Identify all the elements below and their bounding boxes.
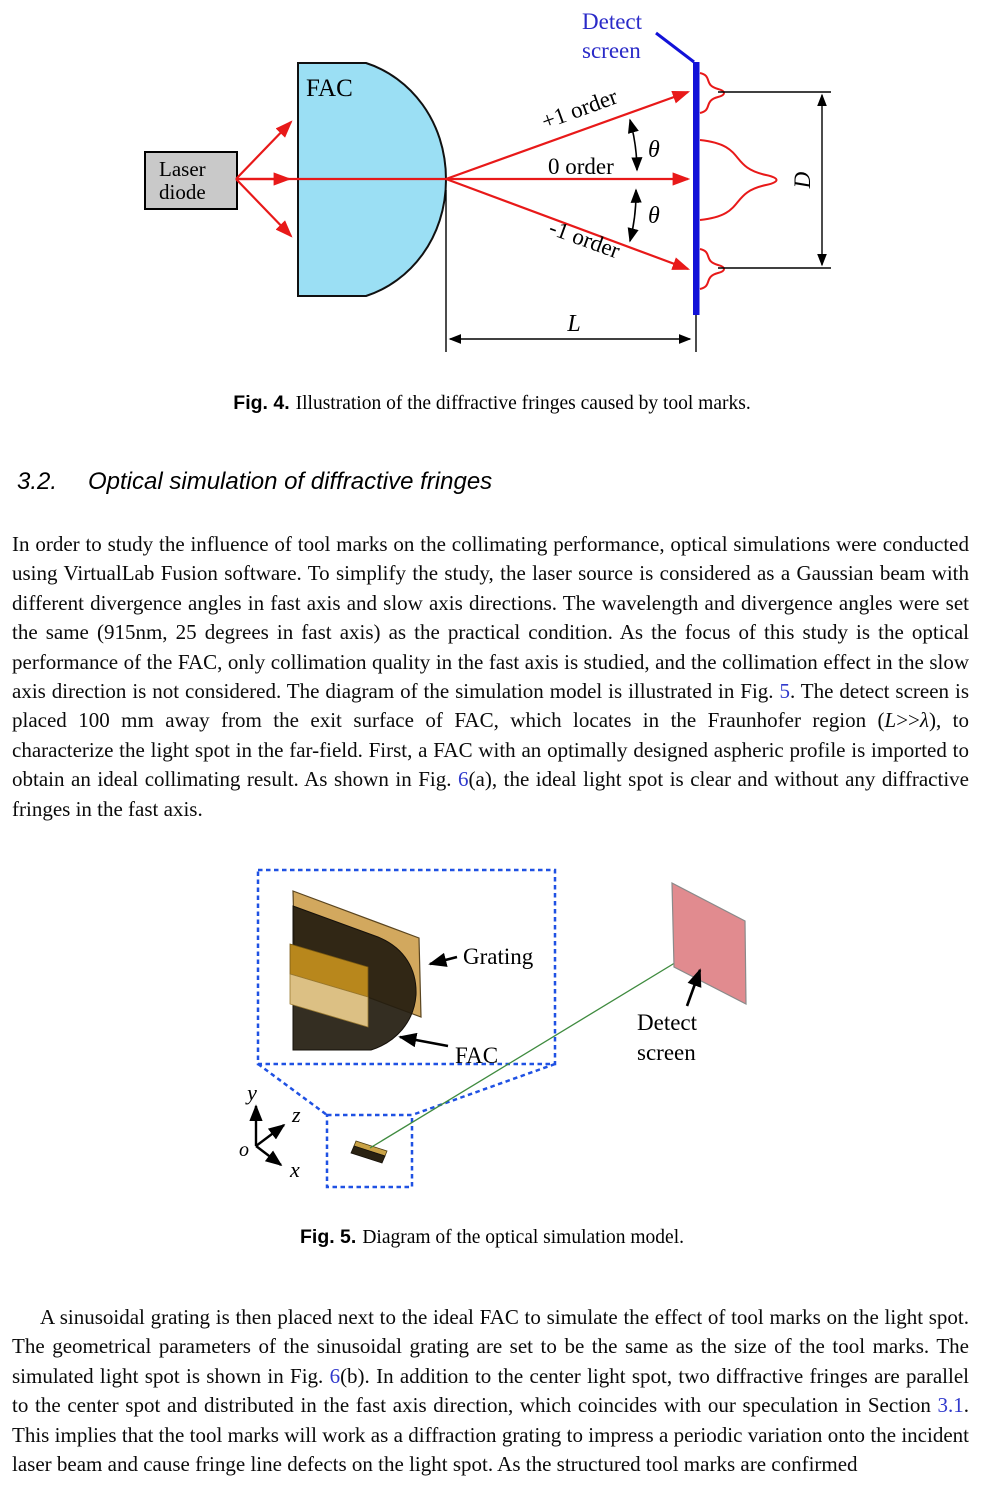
text-segment: . This implies that the tool marks will work as a diffraction grating to impress a periodic variation onto the incident laser beam and cause fringe line defects on the light spot. As the structured tool marks are confirmed [12,1393,969,1477]
text-segment: λ [919,708,929,733]
dim-L-label: L [567,311,581,337]
minus1-intensity-profile [700,249,724,289]
figure-4-caption [0,392,984,415]
upper-theta-label: θ [648,137,660,163]
input-ray-down [236,179,291,236]
x-axis-arrow [256,1146,281,1165]
text-segment: (b). In addition to the center light spot, two diffractive fringes are parallel to the center spot and distributed in the fast axis direction, which coincides with our speculation in Section [12,1363,969,1418]
reference-link[interactable]: 6 [458,767,469,792]
laser-diode-label-line1: Laser [159,157,206,181]
text-segment: . The detect screen is placed 100 mm away from the exit surface of FAC, which locates in the Fraunhofer region ( [12,679,969,733]
figure-5-caption-text: Diagram of the optical simulation model. [362,1227,685,1248]
minus1-order-label: -1 order [545,214,624,264]
zero-intensity-profile [700,140,777,220]
lower-angle-arc [630,190,636,241]
section-title: Optical simulation of diffractive fringes [88,468,493,495]
z-axis-arrow [256,1125,284,1146]
detect-screen-label-line1: Detect [637,1010,698,1035]
text-segment: >> [896,708,920,733]
text-segment: ), to characterize the light spot in the far-field. First, a FAC with an optimally designed aspheric profile is imported to obtain an ideal collimating result. As shown in Fig. [12,708,970,792]
section-number: 3.2. [17,468,58,495]
figure-5-caption-label: Fig. 5. [299,1226,357,1248]
callout-line-right [412,1064,555,1115]
detect-screen-pointer-line [656,33,694,62]
y-axis-label: y [247,1080,257,1105]
fac-3d-label: FAC [455,1043,499,1068]
lower-theta-label: θ [648,203,660,229]
zero-order-label: 0 order [548,154,614,179]
text-segment: A sinusoidal grating is then placed next to the ideal FAC to simulate the effect of tool marks on the light spot. The geometrical parameters of the sinusoidal grating are set to be the same as the size of the tool marks. The simulated light spot is shown in Fig. [12,1305,969,1388]
grating-pointer-arrow [430,957,457,964]
fac-pointer-arrow [400,1037,448,1046]
x-axis-label: x [290,1157,300,1182]
origin-label: o [239,1139,249,1161]
figure-4-caption-text: Illustration of the diffractive fringes caused by tool marks. [295,393,751,414]
text-segment: L [884,708,897,733]
plus1-intensity-profile [700,73,724,113]
detect-screen-label-line2: screen [637,1040,696,1065]
coordinate-axes [256,1106,284,1165]
text-segment: (a), the ideal light spot is clear and without any diffractive fringes in the fast axis. [12,767,969,821]
grating-label: Grating [463,944,534,969]
z-axis-label: z [292,1102,301,1127]
paragraph-1 [12,530,969,824]
intensity-profiles [700,73,777,289]
plus1-order-label: +1 order [538,83,621,135]
upper-angle-arc [630,120,637,170]
detect-screen-label-line1: Detect [582,9,643,34]
detect-screen-label [582,9,643,63]
detect-screen-bar [693,62,700,315]
reference-link[interactable]: 3.1 [937,1393,964,1418]
section-heading [17,468,492,496]
figure-5-caption [0,1226,984,1249]
dim-D-label: D [790,171,815,189]
figure-4-diffraction-diagram [0,0,984,372]
paragraph-2 [12,1303,969,1479]
text-segment: In order to study the influence of tool marks on the collimating performance, optical simulations were conducted using VirtualLab Fusion software. To simplify the study, the laser source is considered as a Gaussian beam with different divergence angles in fast axis and slow axis directions. The wavelength and divergence angles were set the same (915nm, 25 degrees in fast axis) as the practical condition. As the focus of this study is the optical performance of the FAC, only collimation quality in the fast axis is studied, and the collimation effect in the slow axis direction is not considered. The diagram of the simulation model is illustrated in Fig. [12,532,969,704]
figure-5-simulation-model [0,850,984,1200]
fac-lens-label: FAC [306,75,353,102]
reference-link[interactable]: 5 [779,679,790,704]
laser-diode-label-line2: diode [159,180,206,204]
detect-screen-plane [672,883,746,1004]
detect-screen-label-line2: screen [582,38,641,63]
reference-link[interactable]: 6 [329,1363,341,1388]
input-ray-up [236,122,291,179]
figure-4-caption-label: Fig. 4. [233,392,290,414]
